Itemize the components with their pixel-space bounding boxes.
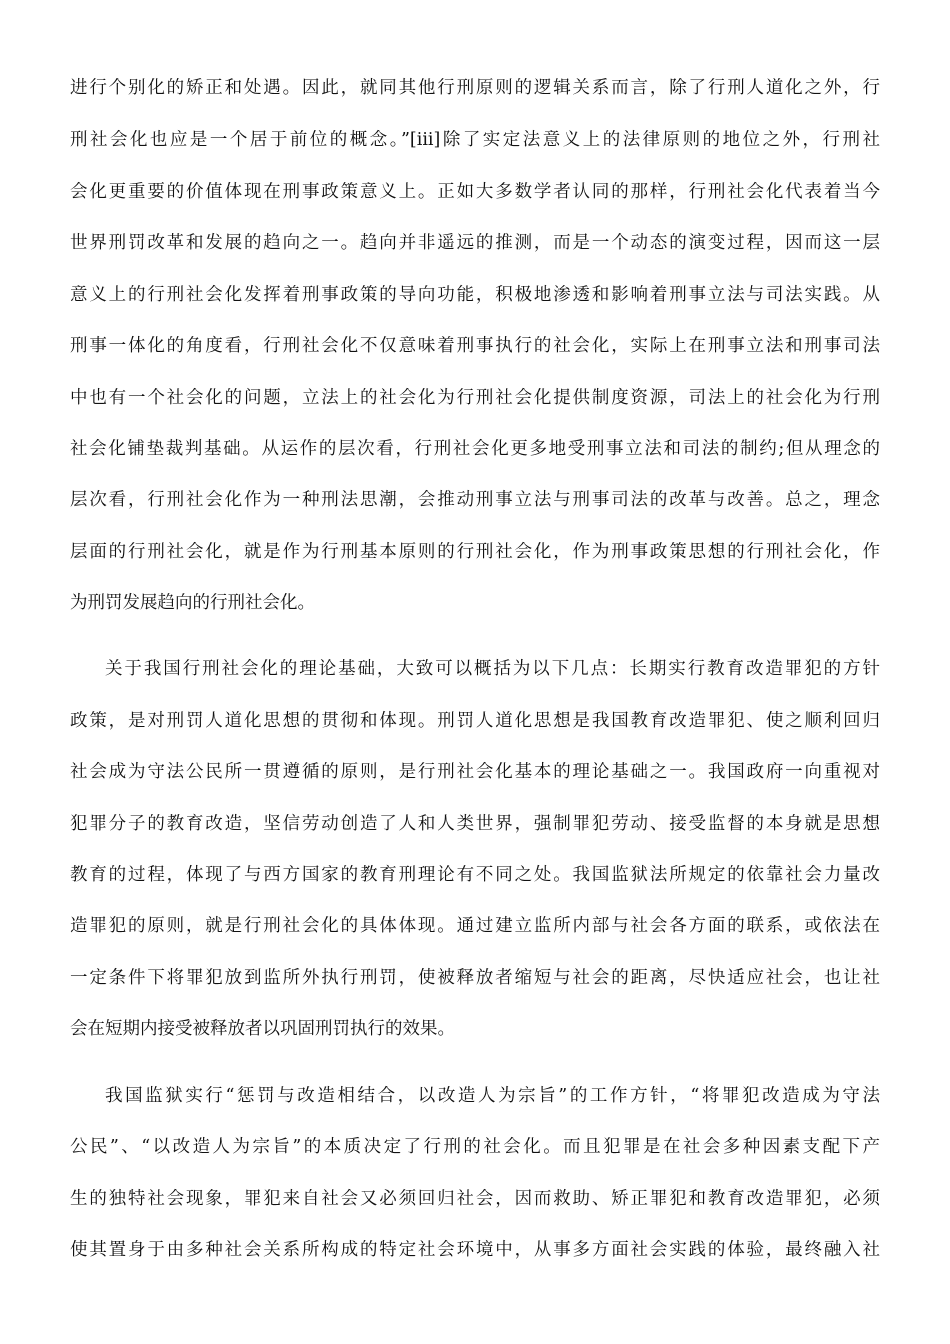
paragraph-line: 世界刑罚改革和发展的趋向之一。趋向并非遥远的推测，而是一个动态的演变过程，因而这一层 [70,233,880,253]
paragraph-line: 层面的行刑社会化，就是作为行刑基本原则的行刑社会化，作为刑事政策思想的行刑社会化，作 [70,542,880,562]
paragraph-line: 公民”、“以改造人为宗旨”的本质决定了行刑的社会化。而且犯罪是在社会多种因素支配下产 [70,1137,880,1157]
paragraph-line: 意义上的行刑社会化发挥着刑事政策的导向功能，积极地渗透和影响着刑事立法与司法实践。从 [70,285,880,305]
paragraph-line: 教育的过程，体现了与西方国家的教育刑理论有不同之处。我国监狱法所规定的依靠社会力量改 [70,865,880,885]
paragraph-line: 一定条件下将罪犯放到监所外执行刑罚，使被释放者缩短与社会的距离，尽快适应社会，也让社 [70,968,880,988]
paragraph-line: 政策，是对刑罚人道化思想的贯彻和体现。刑罚人道化思想是我国教育改造罪犯、使之顺利回归 [70,711,880,731]
paragraph-line: 造罪犯的原则，就是行刑社会化的具体体现。通过建立监所内部与社会各方面的联系，或依法在 [70,916,880,936]
paragraph-line: 刑事一体化的角度看，行刑社会化不仅意味着刑事执行的社会化，实际上在刑事立法和刑事司法 [70,336,880,356]
paragraph-line: 犯罪分子的教育改造，坚信劳动创造了人和人类世界，强制罪犯劳动、接受监督的本身就是思想 [70,814,880,834]
paragraph-line: 会在短期内接受被释放者以巩固刑罚执行的效果。 [70,1019,455,1039]
paragraph-line: 社会化铺垫裁判基础。从运作的层次看，行刑社会化更多地受刑事立法和司法的制约;但从理念的 [70,439,880,459]
paragraph-line: 中也有一个社会化的问题，立法上的社会化为行刑社会化提供制度资源，司法上的社会化为行刑 [70,388,880,408]
paragraph-line: 我国监狱实行“惩罚与改造相结合，以改造人为宗旨”的工作方针，“将罪犯改造成为守法 [105,1086,880,1106]
paragraph-line: 生的独特社会现象，罪犯来自社会又必须回归社会，因而救助、矫正罪犯和教育改造罪犯，必须 [70,1189,880,1209]
paragraph-line: 为刑罚发展趋向的行刑社会化。 [70,593,315,613]
paragraph-line: 刑社会化也应是一个居于前位的概念。”[iii]除了实定法意义上的法律原则的地位之外，行刑社 [70,130,880,150]
paragraph-line: 使其置身于由多种社会关系所构成的特定社会环境中，从事多方面社会实践的体验，最终融入社 [70,1240,880,1260]
paragraph-line: 社会成为守法公民所一贯遵循的原则，是行刑社会化基本的理论基础之一。我国政府一向重视对 [70,762,880,782]
paragraph-line: 会化更重要的价值体现在刑事政策意义上。正如大多数学者认同的那样，行刑社会化代表着当今 [70,182,880,202]
paragraph-line: 关于我国行刑社会化的理论基础，大致可以概括为以下几点：长期实行教育改造罪犯的方针 [105,659,880,679]
paragraph-line: 进行个别化的矫正和处遇。因此，就同其他行刑原则的逻辑关系而言，除了行刑人道化之外，行 [70,78,880,98]
paragraph-line: 层次看，行刑社会化作为一种刑法思潮，会推动刑事立法与刑事司法的改革与改善。总之，理念 [70,490,880,510]
